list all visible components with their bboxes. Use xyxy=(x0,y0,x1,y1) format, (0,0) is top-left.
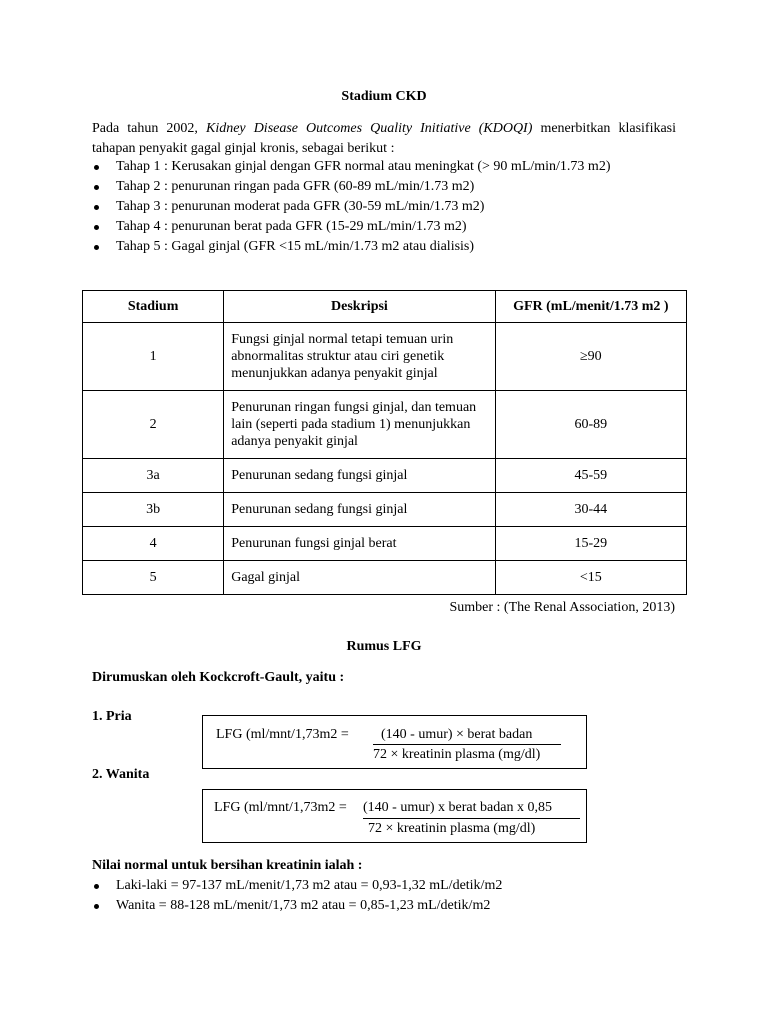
cell-stadium: 3a xyxy=(83,459,224,493)
cell-deskripsi: Penurunan fungsi ginjal berat xyxy=(224,527,495,561)
cell-gfr: 15-29 xyxy=(495,527,686,561)
normal-list xyxy=(92,876,692,916)
wanita-formula-lhs: LFG (ml/mnt/1,73m2 = xyxy=(214,800,347,815)
cell-stadium: 5 xyxy=(83,561,224,595)
intro-italic: Kidney Disease Outcomes Quality Initiative (KDOQI) xyxy=(205,121,533,136)
wanita-formula-numerator: (140 - umur) x berat badan x 0,85 xyxy=(363,800,552,815)
lfg-intro: Dirumuskan oleh Kockcroft-Gault, yaitu : xyxy=(92,670,345,685)
header-deskripsi: Deskripsi xyxy=(224,291,495,323)
cell-deskripsi: Fungsi ginjal normal tetapi temuan urin abnormalitas struktur atau ciri genetik menunjukkan adanya penyakit ginjal xyxy=(224,323,495,391)
list-item: Wanita = 88-128 mL/menit/1,73 m2 atau = 0,85-1,23 mL/detik/m2 xyxy=(92,896,692,916)
wanita-formula-denominator: 72 × kreatinin plasma (mg/dl) xyxy=(368,821,536,836)
list-item: Tahap 1 : Kerusakan ginjal dengan GFR normal atau meningkat (> 90 mL/min/1.73 m2) xyxy=(92,157,692,177)
table-row xyxy=(83,323,687,391)
cell-deskripsi: Penurunan sedang fungsi ginjal xyxy=(224,459,495,493)
intro-prefix: Pada tahun 2002, xyxy=(92,121,198,136)
cell-gfr: 45-59 xyxy=(495,459,686,493)
page-title: Stadium CKD xyxy=(341,89,427,104)
table-row xyxy=(83,561,687,595)
pria-formula-numerator: (140 - umur) × berat badan xyxy=(381,727,533,742)
list-item: Tahap 5 : Gagal ginjal (GFR <15 mL/min/1.73 m2 atau dialisis) xyxy=(92,237,692,257)
ckd-stage-table xyxy=(82,290,687,595)
cell-stadium: 1 xyxy=(83,323,224,391)
list-item: Tahap 3 : penurunan moderat pada GFR (30-59 mL/min/1.73 m2) xyxy=(92,197,692,217)
header-stadium: Stadium xyxy=(83,291,224,323)
cell-gfr: 30-44 xyxy=(495,493,686,527)
table-row xyxy=(83,459,687,493)
cell-stadium: 2 xyxy=(83,391,224,459)
intro-suffix: menerbitkan klasifikasi tahapan penyakit gagal ginjal kronis, sebagai berikut : xyxy=(92,121,677,156)
cell-stadium: 4 xyxy=(83,527,224,561)
table-row xyxy=(83,391,687,459)
pria-label: 1. Pria xyxy=(92,709,132,724)
intro-paragraph xyxy=(92,119,676,159)
pria-formula-box xyxy=(202,715,587,769)
list-item: Laki-laki = 97-137 mL/menit/1,73 m2 atau = 0,93-1,32 mL/detik/m2 xyxy=(92,876,692,896)
list-item: Tahap 2 : penurunan ringan pada GFR (60-89 mL/min/1.73 m2) xyxy=(92,177,692,197)
wanita-label: 2. Wanita xyxy=(92,767,150,782)
table-source: Sumber : (The Renal Association, 2013) xyxy=(449,600,675,615)
pria-formula-denominator: 72 × kreatinin plasma (mg/dl) xyxy=(373,747,541,762)
stage-list xyxy=(92,157,692,257)
table-row xyxy=(83,493,687,527)
cell-deskripsi: Penurunan ringan fungsi ginjal, dan temuan lain (seperti pada stadium 1) menunjukkan adanya penyakit ginjal xyxy=(224,391,495,459)
pria-formula-lhs: LFG (ml/mnt/1,73m2 = xyxy=(216,727,349,742)
cell-stadium: 3b xyxy=(83,493,224,527)
normal-title: Nilai normal untuk bersihan kreatinin ialah : xyxy=(92,858,363,873)
header-gfr: GFR (mL/menit/1.73 m2 ) xyxy=(495,291,686,323)
cell-deskripsi: Gagal ginjal xyxy=(224,561,495,595)
cell-gfr: ≥90 xyxy=(495,323,686,391)
cell-gfr: 60-89 xyxy=(495,391,686,459)
cell-gfr: <15 xyxy=(495,561,686,595)
wanita-formula-box xyxy=(202,789,587,843)
table-header-row xyxy=(83,291,687,323)
cell-deskripsi: Penurunan sedang fungsi ginjal xyxy=(224,493,495,527)
list-item: Tahap 4 : penurunan berat pada GFR (15-29 mL/min/1.73 m2) xyxy=(92,217,692,237)
lfg-title: Rumus LFG xyxy=(346,639,422,654)
table-row xyxy=(83,527,687,561)
